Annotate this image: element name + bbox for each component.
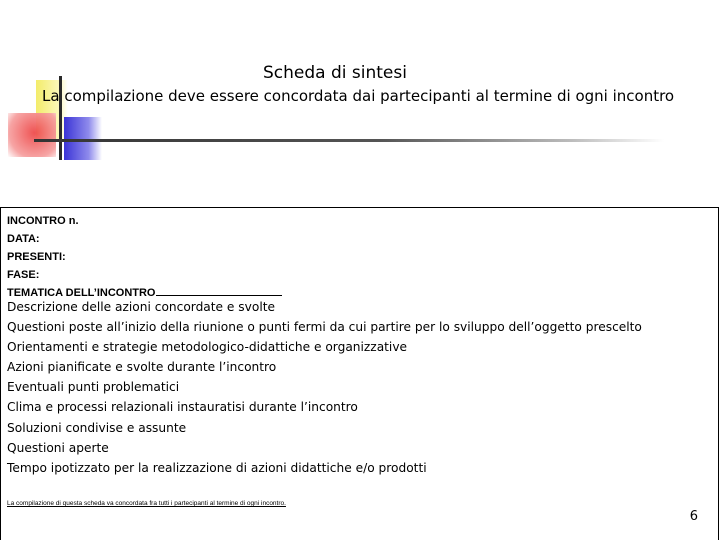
decor-red-square bbox=[8, 113, 56, 157]
list-item: Descrizione delle azioni concordate e svolte bbox=[7, 300, 275, 314]
slide-title: Scheda di sintesi bbox=[263, 63, 407, 83]
field-incontro: INCONTRO n. bbox=[7, 215, 79, 227]
slide-subtitle: La compilazione deve essere concordata dai partecipanti al termine di ogni incontro bbox=[42, 87, 675, 105]
list-item: Tempo ipotizzato per la realizzazione di azioni didattiche e/o prodotti bbox=[7, 460, 427, 475]
list-item: Questioni aperte bbox=[7, 440, 109, 455]
field-presenti: PRESENTI: bbox=[7, 251, 66, 263]
page-number: 6 bbox=[689, 509, 698, 524]
list-item: Eventuali punti problematici bbox=[7, 380, 180, 395]
decor-horizontal-rule bbox=[34, 139, 664, 142]
list-item: Questioni poste all’inizio della riunione o punti fermi da cui partire per lo sviluppo dell’oggetto prescelto bbox=[7, 320, 642, 335]
list-item: Clima e processi relazionali instauratisi durante l’incontro bbox=[7, 400, 358, 415]
summary-form-box bbox=[0, 207, 719, 540]
field-fase: FASE: bbox=[7, 269, 40, 281]
footnote: La compilazione di questa scheda va concordata fra tutti i partecipanti al termine di ogni incontro. bbox=[7, 500, 286, 507]
list-item: Soluzioni condivise e assunte bbox=[7, 420, 187, 435]
field-data: DATA: bbox=[7, 233, 40, 245]
form-fields bbox=[7, 212, 282, 302]
list-item: Orientamenti e strategie metodologico-didattiche e organizzative bbox=[7, 340, 408, 355]
list-item: Azioni pianificate e svolte durante l’incontro bbox=[7, 360, 277, 375]
field-tematica-label: TEMATICA DELL’INCONTRO bbox=[7, 287, 156, 299]
blank-line bbox=[156, 286, 282, 296]
form-items bbox=[7, 297, 642, 478]
